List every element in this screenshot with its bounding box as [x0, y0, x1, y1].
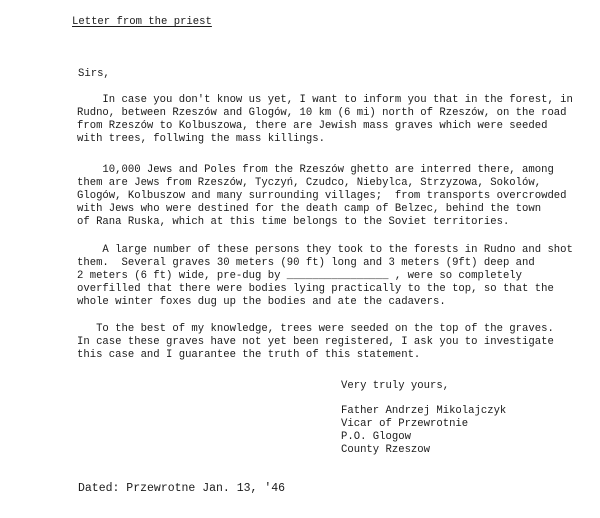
text-line: with trees, follwing the mass killings. — [77, 133, 325, 145]
text-line: Rudno, between Rzeszów and Glogów, 10 km (6 mi) north of Rzeszów, on the road — [77, 107, 567, 119]
text-line: A large number of these persons they took to the forests in Rudno and shot — [77, 244, 573, 256]
text-line: from Rzeszów to Kolbuszowa, there are Jewish mass graves which were seeded — [77, 120, 548, 132]
text-line: Glogów, Kolbuszow and many surrounding villages; from transports overcrowded — [77, 190, 567, 202]
paragraph-4 — [77, 323, 600, 362]
signature-block — [341, 405, 506, 457]
text-line: them are Jews from Rzeszów, Tyczyń, Czudco, Niebylca, Strzyzowa, Sokolów, — [77, 177, 542, 189]
date-line: Dated: Przewrotne Jan. 13, '46 — [78, 482, 286, 495]
signature-address: P.O. Glogow — [341, 431, 411, 443]
text-line: overfilled that there were bodies lying practically to the top, so that the — [77, 283, 554, 295]
paragraph-3 — [77, 244, 600, 309]
text-line: of Rana Ruska, which at this time belongs to the Soviet territories. — [77, 216, 510, 228]
salutation: Sirs, — [78, 68, 110, 80]
letter-heading: Letter from the priest — [72, 16, 212, 28]
text-line: this case and I guarantee the truth of this statement. — [77, 349, 421, 361]
text-line: 10,000 Jews and Poles from the Rzeszów ghetto are interred there, among — [77, 164, 554, 176]
paragraph-1 — [77, 94, 600, 146]
text-line: with Jews who were destined for the death camp of Belzec, behind the town — [77, 203, 542, 215]
text-line: In case these graves have not yet been registered, I ask you to investigate — [77, 336, 554, 348]
text-line: them. Several graves 30 meters (90 ft) long and 3 meters (9ft) deep and — [77, 257, 535, 269]
signature-county: County Rzeszow — [341, 444, 431, 456]
paragraph-2 — [77, 164, 600, 229]
text-line: whole winter foxes dug up the bodies and ate the cadavers. — [77, 296, 446, 308]
closing: Very truly yours, — [341, 380, 450, 392]
signature-title: Vicar of Przewrotnie — [341, 418, 469, 430]
signature-name: Father Andrzej Mikolajczyk — [341, 405, 507, 417]
text-line: To the best of my knowledge, trees were seeded on the top of the graves. — [77, 323, 554, 335]
text-line: In case you don't know us yet, I want to inform you that in the forest, in — [77, 94, 573, 106]
text-line: 2 meters (6 ft) wide, pre-dug by ________________ , were so completely — [77, 270, 523, 282]
